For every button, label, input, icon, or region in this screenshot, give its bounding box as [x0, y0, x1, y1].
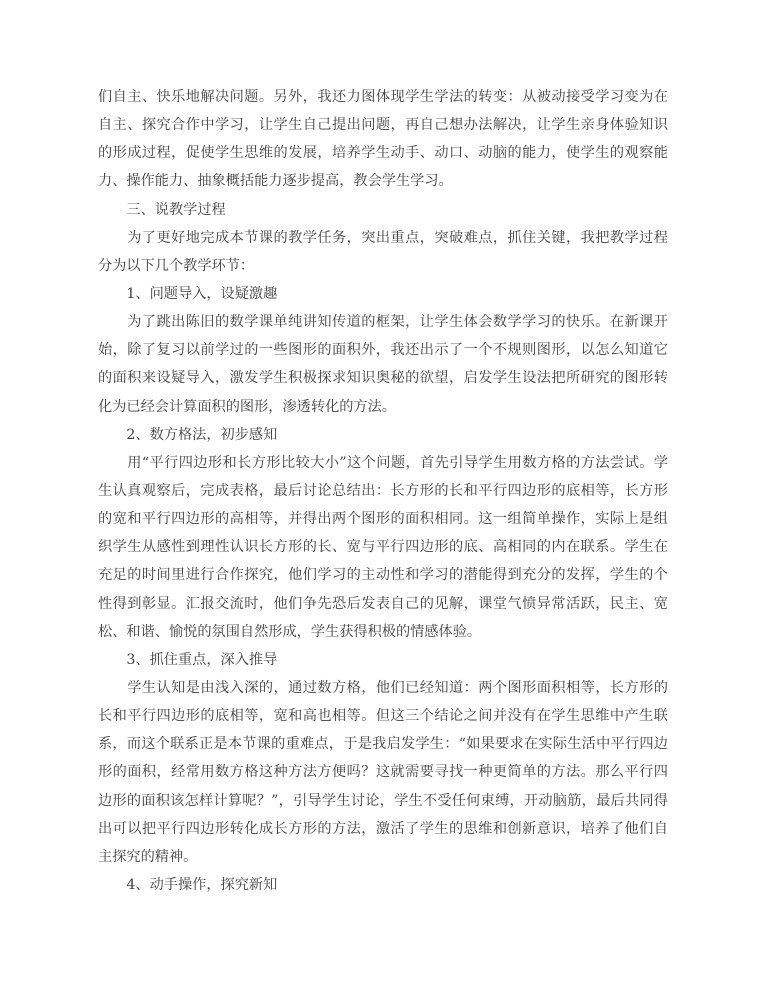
text-line: 出可以把平行四边形转化成长方形的方法，激活了学生的思维和创新意识，培养了他们自	[98, 820, 668, 837]
document-body	[98, 83, 668, 899]
text-line: 松、和谐、愉悦的氛围自然形成，学生获得积极的情感体验。	[98, 623, 482, 640]
text-line: 长和平行四边形的底相等，宽和高也相等。但这三个结论之间并没有在学生思维中产生联	[98, 708, 668, 725]
text-line: 力、操作能力、抽象概括能力逐步提高，教会学生学习。	[98, 173, 453, 190]
text-line: 边形的面积该怎样计算呢？”，引导学生讨论，学生不受任何束缚，开动脑筋，最后共同得	[98, 792, 668, 809]
text-line: 生认真观察后，完成表格，最后讨论总结出：长方形的长和平行四边形的底相等，长方形	[98, 482, 668, 499]
text-line: 系，而这个联系正是本节课的重难点，于是我启发学生：“如果要求在实际生活中平行四边	[98, 736, 668, 753]
text-line: 化为已经会计算面积的图形，渗透转化的方法。	[98, 398, 396, 415]
subsection-heading: 4、动手操作，探究新知	[98, 876, 278, 893]
text-line: 的形成过程，促使学生思维的发展，培养学生动手、动口、动脑的能力，使学生的观察能	[98, 145, 668, 162]
text-line: 形的面积，经常用数方格这种方法方便吗？这就需要寻找一种更简单的方法。那么平行四	[98, 764, 668, 781]
text-line: 的宽和平行四边形的高相等，并得出两个图形的面积相同。这一组简单操作，实际上是组	[98, 511, 668, 528]
subsection-heading: 1、问题导入，设疑激趣	[98, 285, 278, 302]
text-line: 为了跳出陈旧的数学课单纯讲知传道的框架，让学生体会数学学习的快乐。在新课开	[98, 314, 668, 331]
text-line: 分为以下几个教学环节：	[98, 257, 255, 274]
text-line: 织学生从感性到理性认识长方形的长、宽与平行四边形的底、高相同的内在联系。学生在	[98, 539, 668, 556]
text-line: 学生认知是由浅入深的，通过数方格，他们已经知道：两个图形面积相等，长方形的	[98, 679, 668, 696]
text-line: 的面积来设疑导入，激发学生积极探求知识奥秘的欲望，启发学生设法把所研究的图形转	[98, 370, 668, 387]
text-line: 主探究的精神。	[98, 848, 198, 865]
text-line: 性得到彰显。汇报交流时，他们争先恐后发表自己的见解，课堂气愤异常活跃，民主、宽	[98, 595, 668, 612]
section-heading: 三、说教学过程	[98, 201, 226, 218]
text-line: 们自主、快乐地解决问题。另外，我还力图体现学生学法的转变：从被动接受学习变为在	[98, 89, 668, 105]
subsection-heading: 3、抓住重点，深入推导	[98, 651, 278, 668]
text-line: 始，除了复习以前学过的一些图形的面积外，我还出示了一个不规则图形，以怎么知道它	[98, 342, 668, 359]
text-line: 用“平行四边形和长方形比较大小”这个问题，首先引导学生用数方格的方法尝试。学	[98, 454, 668, 471]
text-line: 自主、探究合作中学习，让学生自己提出问题，再自己想办法解决，让学生亲身体验知识	[98, 117, 668, 134]
text-line: 充足的时间里进行合作探究，他们学习的主动性和学习的潜能得到充分的发挥，学生的个	[98, 567, 668, 584]
text-line: 为了更好地完成本节课的教学任务，突出重点，突破难点，抓住关键，我把教学过程	[98, 229, 668, 246]
subsection-heading: 2、数方格法，初步感知	[98, 426, 278, 443]
